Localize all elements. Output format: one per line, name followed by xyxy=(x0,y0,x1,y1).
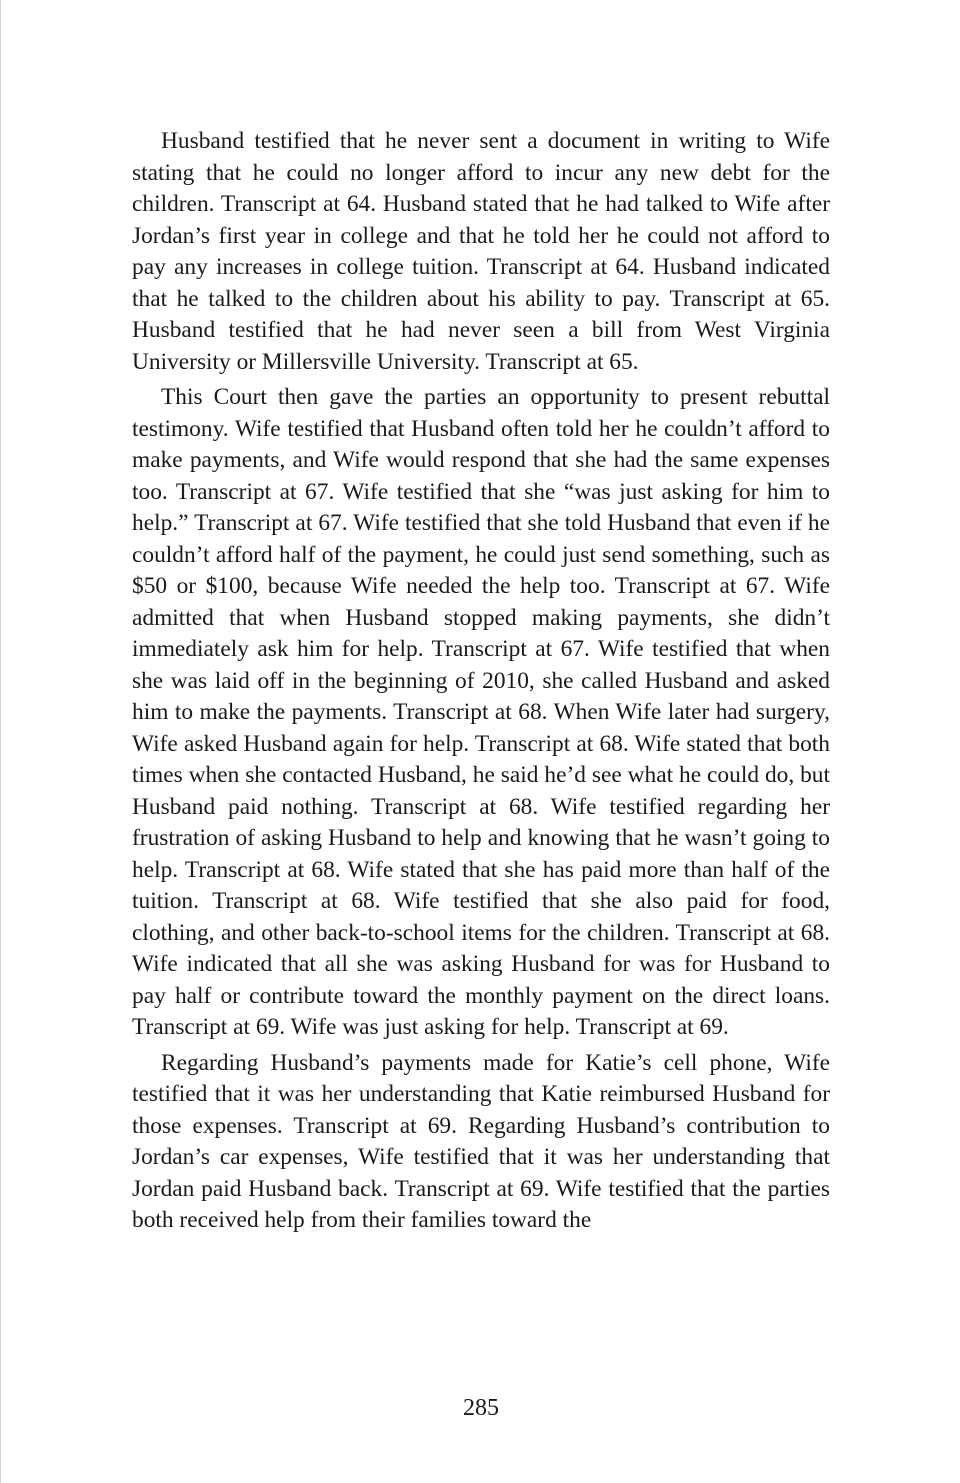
paragraph: This Court then gave the parties an opportunity to present rebuttal testimony. Wife testified that Husband often told her he couldn’t afford to make payments, and Wife would respond that she had the same expenses too. Transcript at 67. Wife testified that she “was just asking for him to help.” Transcript at 67. Wife testified that she told Husband that even if he couldn’t afford half of the payment, he could just send something, such as $50 or $100, because Wife needed the help too. Transcript at 67. Wife admitted that when Husband stopped making payments, she didn’t immediately ask him for help. Transcript at 67. Wife testified that when she was laid off in the beginning of 2010, she called Husband and asked him to make the payments. Transcript at 68. When Wife later had surgery, Wife asked Husband again for help. Transcript at 68. Wife stated that both times when she contacted Husband, he said he’d see what he could do, but Husband paid nothing. Transcript at 68. Wife testified regarding her frustration of asking Husband to help and knowing that he wasn’t going to help. Transcript at 68. Wife stated that she has paid more than half of the tuition. Transcript at 68. Wife testified that she also paid for food, clothing, and other back-to-school items for the children. Transcript at 68. Wife indicated that all she was asking Husband for was for Husband to pay half or contribute toward the monthly payment on the direct loans. Transcript at 69. Wife was just asking for help. Transcript at 69. xyxy=(132,384,830,1040)
page-number: 285 xyxy=(463,1395,499,1421)
body-text xyxy=(132,126,830,1237)
paragraph: Husband testified that he never sent a document in writing to Wife stating that he could no longer afford to incur any new debt for the children. Transcript at 64. Husband stated that he had talked to Wife after Jordan’s first year in college and that he told her he could not afford to pay any increases in college tuition. Transcript at 64. Husband indicated that he talked to the children about his ability to pay. Transcript at 65. Husband testified that he had never seen a bill from West Virginia University or Millersville University. Transcript at 65. xyxy=(132,128,830,375)
paragraph: Regarding Husband’s payments made for Katie’s cell phone, Wife testified that it was her understanding that Katie reimbursed Husband for those expenses. Transcript at 69. Regarding Husband’s contribution to Jordan’s car expenses, Wife testified that it was her understanding that Jordan paid Husband back. Transcript at 69. Wife testified that the parties both received help from their families toward the xyxy=(132,1049,830,1233)
